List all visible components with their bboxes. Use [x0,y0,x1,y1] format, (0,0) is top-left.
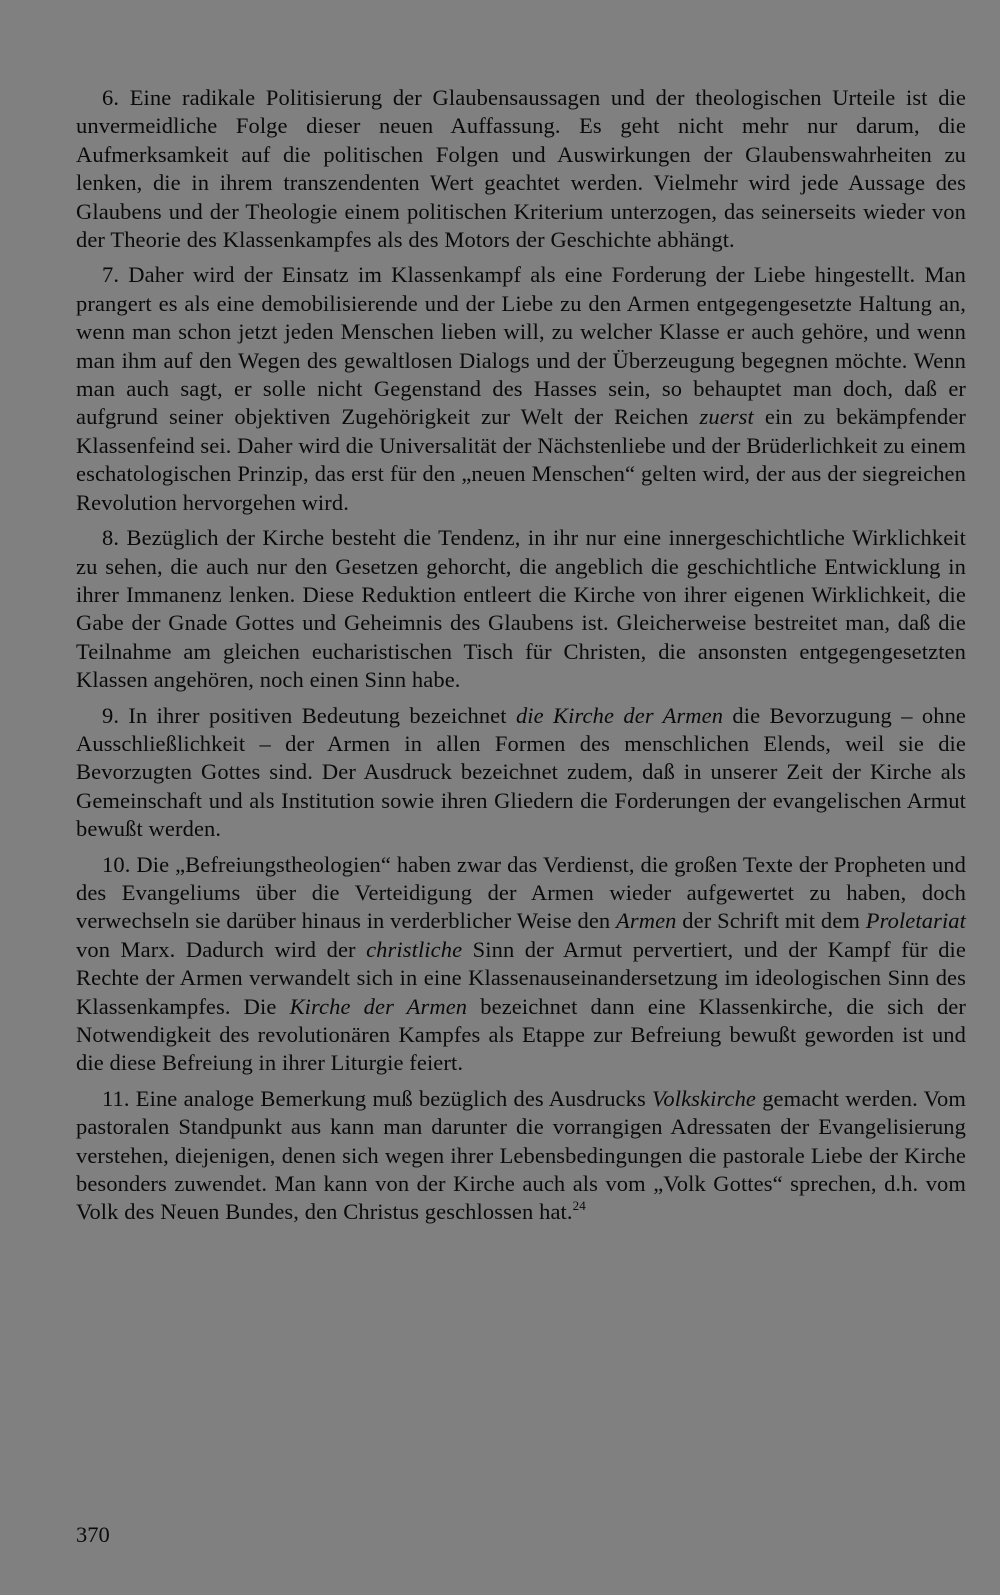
paragraph-p8 [76,524,966,694]
italic-text: christliche [366,936,463,962]
text-run: bezeichnet dann eine Klassenkirche, die sich der Notwendigkeit des revolutionären Kampfes als Etappe zur Befreiung bewußt geworden ist und die diese Befreiung in ihrer Liturgie feiert. [76,993,966,1076]
page-body [76,84,966,1234]
text-run: die Bevorzugung – ohne Ausschließlichkeit – der Armen in allen Formen des menschlichen Elends, weil sie die Bevorzugten Gottes sind. Der Ausdruck bezeichnet zudem, daß in unserer Zeit der Kirche als Gemeinschaft und als Institution sowie ihren Gliedern die Forderungen der evangelischen Armut bewußt werden. [76,702,967,842]
italic-text: Volkskirche [652,1085,757,1111]
text-run: 6. Eine radikale Politisierung der Glaubensaussagen und der theologischen Urteile ist die unvermeidliche Folge dieser neuen Auffassung. Es geht nicht mehr nur darum, die Aufmerksamkeit auf die politischen Folgen und Auswirkungen der Glaubenswahrheiten zu lenken, die in ihrem transzendenten Wert geachtet werden. Vielmehr wird jede Aussage des Glaubens und der Theologie einem politischen Kriterium unterzogen, das seinerseits wieder von der Theorie des Klassenkampfes als des Motors der Geschichte abhängt. [76,85,966,253]
paragraph-p6 [76,84,966,254]
paragraph-p7 [76,261,966,517]
italic-text: zuerst [699,404,754,430]
text-run: 9. In ihrer positiven Bedeutung bezeichnet [102,702,516,728]
italic-text: Kirche der Armen [289,993,468,1019]
text-run: Sinn der Armut pervertiert, und der Kampf für die Rechte der Armen verwandelt sich in eine Klassenauseinandersetzung im ideologischen Sinn des Klassenkampfes. Die [76,936,966,1019]
footnote-marker: 24 [572,1198,586,1214]
italic-text: Armen [616,908,677,934]
paragraph-p11 [76,1085,966,1227]
text-run: von Marx. Dadurch wird der [76,936,367,962]
page-number: 370 [76,1522,110,1547]
italic-text: die Kirche der Armen [515,702,724,728]
text-run: ein zu bekämpfender Klassenfeind sei. Daher wird die Universalität der Nächstenliebe und der Brüderlichkeit zu einem eschatologischen Prinzip, das erst für den „neuen Menschen“ gelten wird, der aus der siegreichen Revolution hervorgehen wird. [76,404,966,515]
text-run: der Schrift mit dem [676,908,866,934]
text-run: 10. Die „Befreiungstheologien“ haben zwar das Verdienst, die großen Texte der Propheten und des Evangeliums über die Verteidigung der Armen wieder aufgewertet zu haben, doch verwechseln sie darüber hinaus in verderblicher Weise den [76,851,966,934]
text-run: 11. Eine analoge Bemerkung muß bezüglich des Ausdrucks [102,1085,653,1111]
text-run: 7. Daher wird der Einsatz im Klassenkampf als eine Forderung der Liebe hingestellt. Man prangert es als eine demobilisierende und der Liebe zu den Armen entgegengesetzte Haltung an, wenn man schon jetzt jeden Menschen lieben will, zu welcher Klasse er auch gehöre, und wenn man ihm auf den Wegen des gewaltlosen Dialogs und der Überzeugung begegnen möchte. Wenn man auch sagt, er solle nicht Gegenstand des Hasses sein, so behauptet man doch, daß er aufgrund seiner objektiven Zugehörigkeit zur Welt der Reichen [76,262,966,430]
italic-text: Proletariat [865,908,966,934]
text-run: gemacht werden. Vom pastoralen Standpunkt aus kann man darunter die vorrangigen Adressaten der Evangelisierung verstehen, diejenigen, denen sich wegen ihrer Lebensbedingungen die pastorale Liebe der Kirche besonders zuwendet. Man kann von der Kirche auch als vom „Volk Gottes“ sprechen, d.h. vom Volk des Neuen Bundes, den Christus geschlossen hat. [76,1085,966,1225]
paragraph-p10 [76,851,966,1078]
paragraph-p9 [76,702,966,844]
text-run: 8. Bezüglich der Kirche besteht die Tendenz, in ihr nur eine innergeschichtliche Wirklichkeit zu sehen, die auch nur den Gesetzen gehorcht, die angeblich die geschichtliche Entwicklung in ihrer Immanenz lenken. Diese Reduktion entleert die Kirche von ihrer eigenen Wirklichkeit, die Gabe der Gnade Gottes und Geheimnis des Glaubens ist. Gleicherweise bestreitet man, daß die Teilnahme am gleichen eucharistischen Tisch für Christen, die ansonsten entgegengesetzten Klassen angehören, noch einen Sinn habe. [76,525,966,693]
